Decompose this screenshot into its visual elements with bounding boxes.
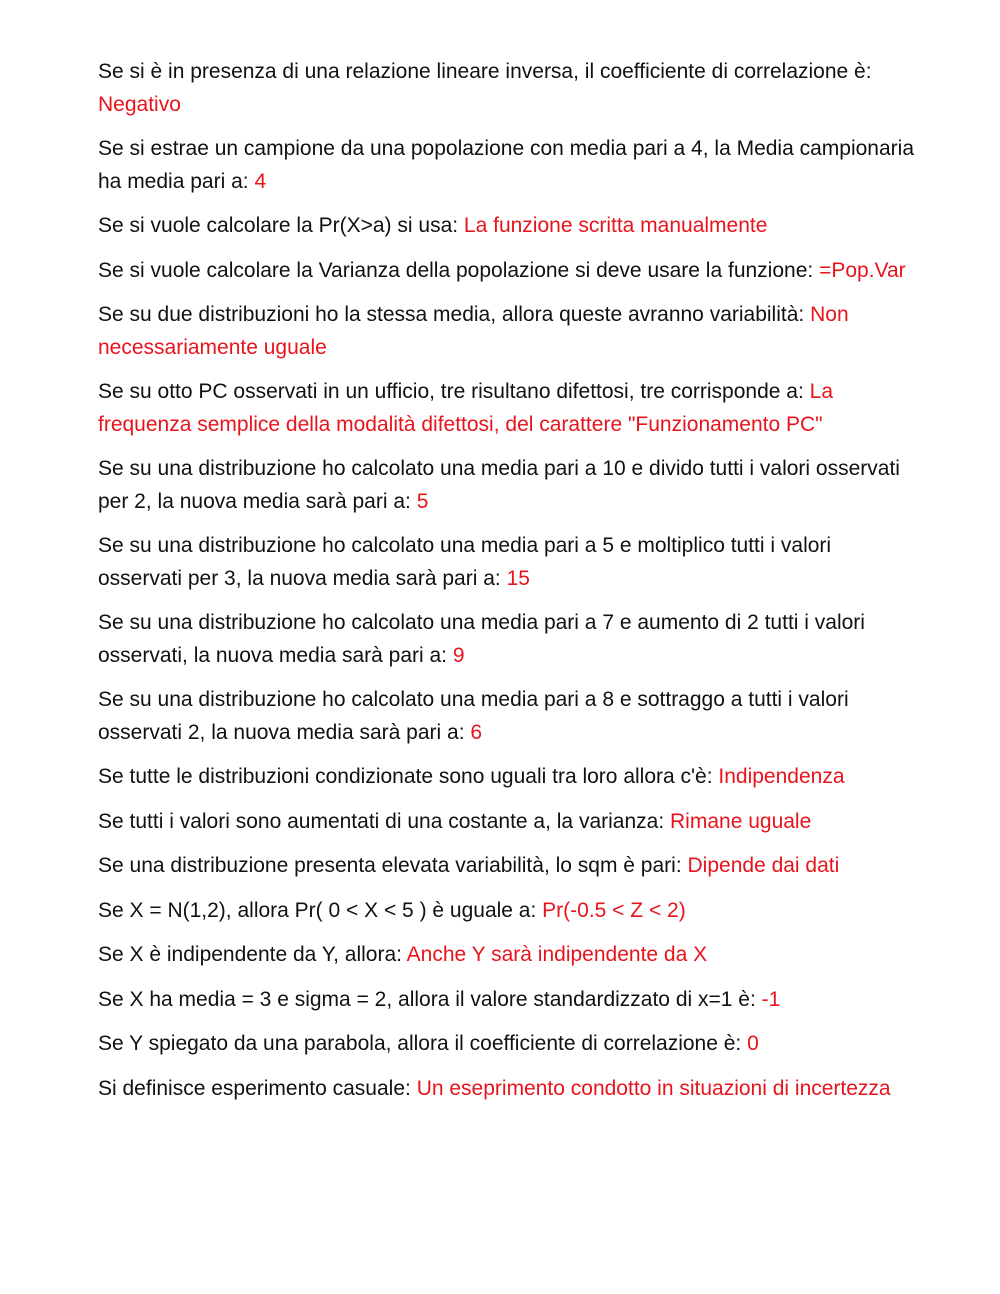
question-text: Se su otto PC osservati in un ufficio, tre risultano difettosi, tre corrisponde a: xyxy=(98,380,804,403)
qa-item xyxy=(98,939,918,972)
question-text: Se tutte le distribuzioni condizionate sono uguali tra loro allora c'è: xyxy=(98,765,713,788)
qa-item xyxy=(98,530,918,595)
question-text: Se su una distribuzione ho calcolato una media pari a 10 e divido tutti i valori osservati per 2, la nuova media sarà pari a: xyxy=(98,457,900,513)
document-page xyxy=(98,56,918,1117)
qa-item xyxy=(98,133,918,198)
answer-text: -1 xyxy=(761,987,781,1011)
answer-text: Negativo xyxy=(98,92,181,116)
question-text: Se X è indipendente da Y, allora: xyxy=(98,943,402,966)
answer-text: Indipendenza xyxy=(718,765,845,788)
answer-text: Un eseprimento condotto in situazioni di incertezza xyxy=(416,1076,891,1100)
question-text: Se si estrae un campione da una popolazione con media pari a 4, la Media campionaria ha media pari a: xyxy=(98,137,915,193)
question-text: Si definisce esperimento casuale: xyxy=(98,1076,411,1100)
qa-item xyxy=(98,255,918,288)
question-text: Se una distribuzione presenta elevata variabilità, lo sqm è pari: xyxy=(98,854,682,877)
answer-text: Rimane uguale xyxy=(670,809,812,833)
answer-text: La frequenza semplice della modalità difettosi, del carattere "Funzionamento PC" xyxy=(98,380,833,436)
qa-item xyxy=(98,850,918,883)
answer-text: 15 xyxy=(506,566,530,590)
answer-text: =Pop.Var xyxy=(819,258,906,282)
question-text: Se su due distribuzioni ho la stessa media, allora queste avranno variabilità: xyxy=(98,303,805,326)
question-text: Se Y spiegato da una parabola, allora il coefficiente di correlazione è: xyxy=(98,1032,742,1055)
question-text: Se tutti i valori sono aumentati di una costante a, la varianza: xyxy=(98,809,665,833)
qa-item xyxy=(98,1028,918,1061)
qa-item xyxy=(98,607,918,672)
question-text: Se si vuole calcolare la Pr(X>a) si usa: xyxy=(98,214,459,237)
answer-text: Anche Y sarà indipendente da X xyxy=(406,943,708,966)
qa-item xyxy=(98,684,918,749)
qa-item xyxy=(98,984,918,1017)
question-text: Se si vuole calcolare la Varianza della popolazione si deve usare la funzione: xyxy=(98,258,814,282)
question-text: Se su una distribuzione ho calcolato una media pari a 8 e sottraggo a tutti i valori osservati 2, la nuova media sarà pari a: xyxy=(98,688,849,744)
answer-text: Dipende dai dati xyxy=(687,854,840,877)
qa-item xyxy=(98,761,918,794)
question-text: Se X ha media = 3 e sigma = 2, allora il valore standardizzato di x=1 è: xyxy=(98,987,756,1011)
answer-text: 4 xyxy=(254,169,267,193)
qa-item xyxy=(98,210,918,243)
answer-text: Pr(-0.5 < Z < 2) xyxy=(542,898,686,922)
qa-item xyxy=(98,299,918,364)
qa-item xyxy=(98,376,918,441)
qa-item xyxy=(98,1073,918,1106)
answer-text: 6 xyxy=(470,720,483,744)
answer-text: 5 xyxy=(416,489,429,513)
question-text: Se su una distribuzione ho calcolato una media pari a 5 e moltiplico tutti i valori osservati per 3, la nuova media sarà pari a: xyxy=(98,534,832,590)
answer-text: La funzione scritta manualmente xyxy=(463,214,768,237)
qa-item xyxy=(98,453,918,518)
question-text: Se su una distribuzione ho calcolato una media pari a 7 e aumento di 2 tutti i valori osservati, la nuova media sarà pari a: xyxy=(98,611,865,667)
question-text: Se X = N(1,2), allora Pr( 0 < X < 5 ) è uguale a: xyxy=(98,898,537,922)
qa-item xyxy=(98,895,918,928)
answer-text: 9 xyxy=(452,643,465,667)
answer-text: Non necessariamente uguale xyxy=(98,303,849,359)
qa-item xyxy=(98,806,918,839)
qa-item xyxy=(98,56,918,121)
question-text: Se si è in presenza di una relazione lineare inversa, il coefficiente di correlazione è: xyxy=(98,60,872,83)
answer-text: 0 xyxy=(747,1032,759,1055)
